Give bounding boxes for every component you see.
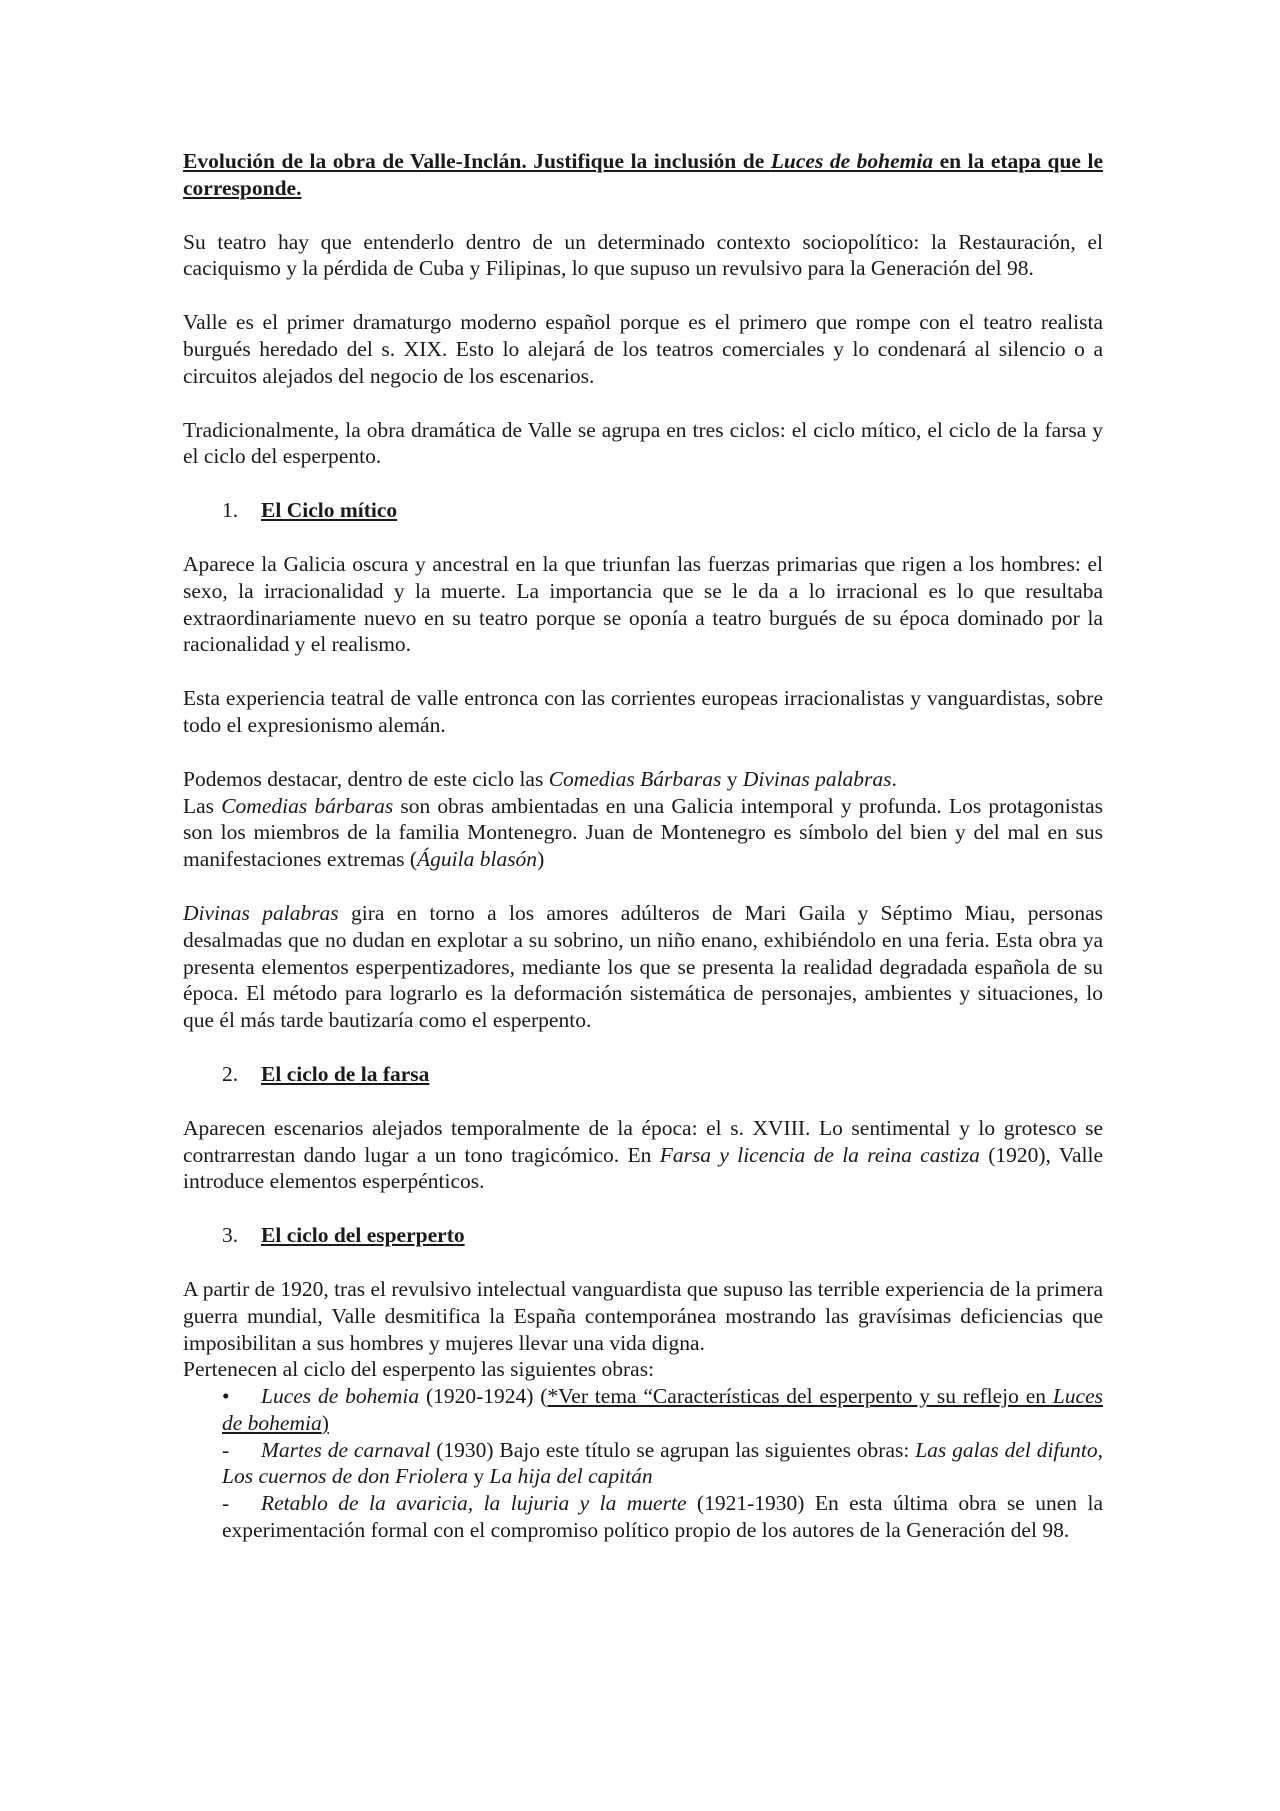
section-1-paragraph-1: Aparece la Galicia oscura y ancestral en la que triunfan las fuerzas primarias que rigen a los hombres: el sexo, la irracionalidad y la muerte. La importancia que se le da a lo irracional es lo que resultaba extraordinariamente nuevo en su teatro porque se oponía a teatro burgués de su época dominado por la racionalidad y el realismo. <box>183 551 1103 657</box>
section-2-paragraph-1: Aparecen escenarios alejados temporalmente de la época: el s. XVIII. Lo sentimental y lo grotesco se contrarrestan dando lugar a un tono tragicómico. En Farsa y licencia de la reina castiza (1920), Valle introduce elementos esperpénticos. <box>183 1115 1103 1194</box>
list-item: • Luces de bohemia (1920-1924) (*Ver tema “Características del esperpento y su reflejo en Luces de bohemia) <box>222 1384 1103 1435</box>
section-1-paragraph-2: Esta experiencia teatral de valle entronca con las corrientes europeas irracionalistas y vanguardistas, sobre todo el expresionismo alemán. <box>183 686 1103 737</box>
dash-marker: - <box>222 1437 230 1462</box>
list-item: - Martes de carnaval (1930) Bajo este título se agrupan las siguientes obras: Las galas del difunto, Los cuernos de don Friolera y La hija del capitán <box>222 1437 1103 1489</box>
works-list <box>222 1383 1103 1544</box>
bullet-icon: • <box>222 1384 230 1409</box>
dash-marker: - <box>222 1491 230 1516</box>
intro-paragraph-1: Su teatro hay que entenderlo dentro de un determinado contexto sociopolítico: la Restauración, el caciquismo y la pérdida de Cuba y Filipinas, lo que supuso un revulsivo para la Generación del 98. <box>183 229 1103 281</box>
list-item: - Retablo de la avaricia, la lujuria y la muerte (1921-1930) En esta última obra se unen la experimentación formal con el compromiso político propio de los autores de la Generación del 98. <box>222 1491 1103 1543</box>
section-1-paragraph-5: Divinas palabras gira en torno a los amores adúlteros de Mari Gaila y Séptimo Miau, personas desalmadas que no dudan en explotar a su sobrino, un niño enano, exhibiéndolo en una feria. Esta obra ya presenta elementos esperpentizadores, mediante los que se presenta la realidad degradada española de su época. El método para lograrlo es la deformación sistemática de personajes, ambientes y situaciones, lo que él más tarde bautizaría como el esperpento. <box>183 900 1103 1033</box>
section-3-paragraph-2: Pertenecen al ciclo del esperpento las siguientes obras: <box>183 1357 655 1382</box>
document-title: Evolución de la obra de Valle-Inclán. Justifique la inclusión de Luces de bohemia en la etapa que le corresponde. <box>183 149 1103 200</box>
section-1-paragraph-3: Podemos destacar, dentro de este ciclo las Comedias Bárbaras y Divinas palabras. <box>183 766 897 791</box>
section-3-paragraph-1: A partir de 1920, tras el revulsivo intelectual vanguardista que supuso las terrible experiencia de la primera guerra mundial, Valle desmitifica la España contemporánea mostrando las gravísimas deficiencias que imposibilitan a sus hombres y mujeres llevar una vida digna. <box>183 1276 1103 1355</box>
section-3-heading: 3. El ciclo del esperperto <box>222 1223 465 1248</box>
intro-paragraph-3: Tradicionalmente, la obra dramática de Valle se agrupa en tres ciclos: el ciclo mítico, el ciclo de la farsa y el ciclo del esperpento. <box>183 417 1103 469</box>
section-1-heading: 1. El Ciclo mítico <box>222 498 398 523</box>
section-1-paragraph-4: Las Comedias bárbaras son obras ambientadas en una Galicia intemporal y profunda. Los protagonistas son los miembros de la familia Montenegro. Juan de Montenegro es símbolo del bien y del mal en sus manifestaciones extremas (Águila blasón) <box>183 793 1103 872</box>
intro-paragraph-2: Valle es el primer dramaturgo moderno español porque es el primero que rompe con el teatro realista burgués heredado del s. XIX. Esto lo alejará de los teatros comerciales y lo condenará al silencio o a circuitos alejados del negocio de los escenarios. <box>183 310 1103 388</box>
document-page <box>183 148 1103 1544</box>
section-2-heading: 2. El ciclo de la farsa <box>222 1061 430 1086</box>
